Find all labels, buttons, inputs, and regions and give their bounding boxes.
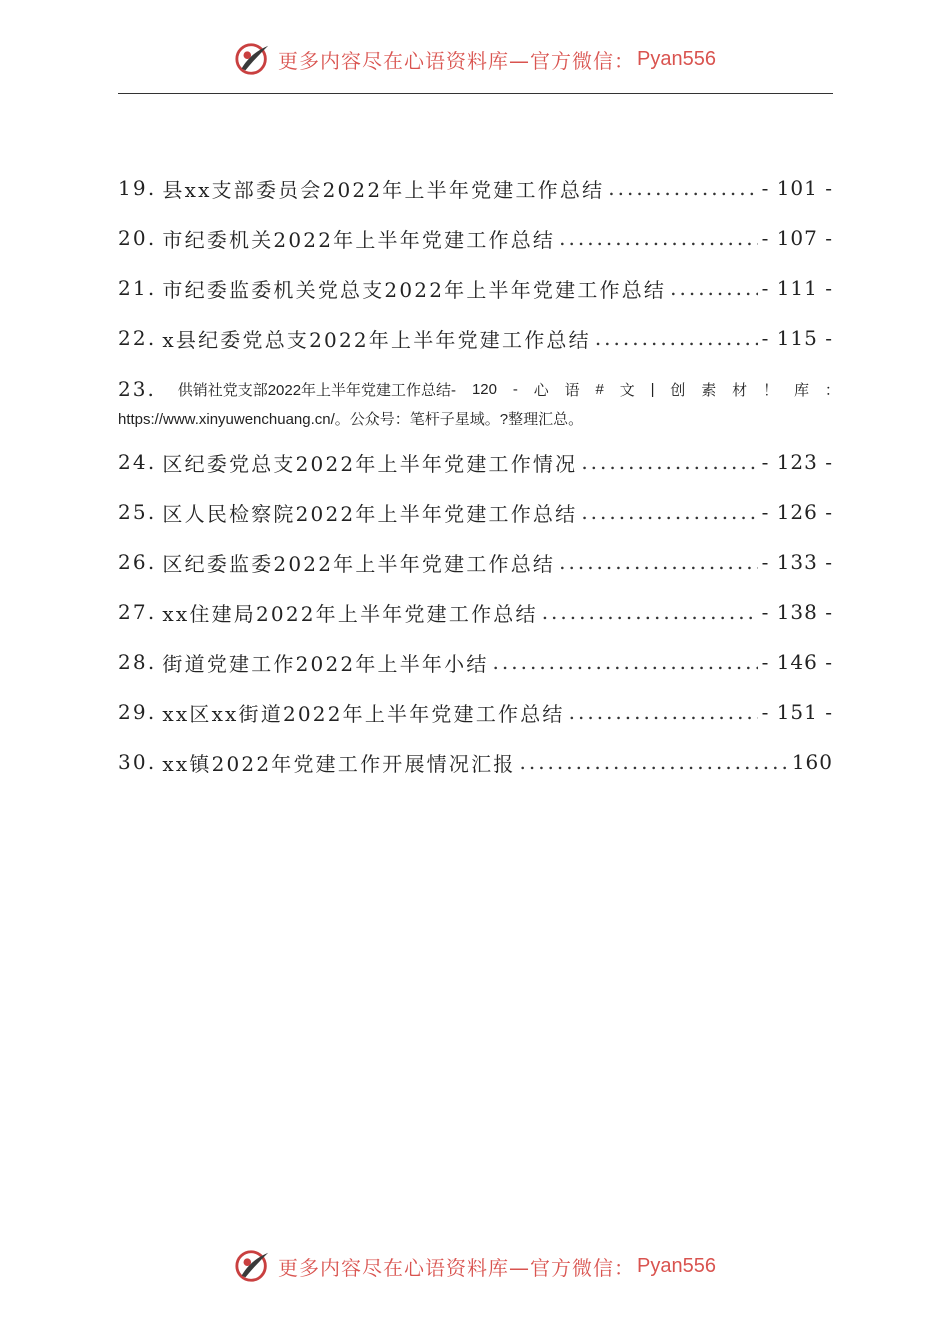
toc-entry-title: xx住建局2022年上半年党建工作总结 xyxy=(162,601,538,626)
footer-banner xyxy=(0,1245,950,1287)
toc-entry-number: 19. xyxy=(118,176,157,200)
toc-entry-number: 21. xyxy=(118,276,157,300)
toc-entry-page: - 138 - xyxy=(761,600,833,624)
toc-entry[interactable] xyxy=(118,597,833,627)
toc-leader-dots xyxy=(559,226,757,250)
toc-entry-23-fragment: 创 xyxy=(670,381,686,399)
toc-entry-23-fragment: - xyxy=(512,380,518,398)
toc-entry-title: 街道党建工作2022年上半年小结 xyxy=(162,651,489,676)
toc-entry-title: xx区xx街道2022年上半年党建工作总结 xyxy=(162,701,565,726)
toc-entry-23-fragment: 语 xyxy=(564,381,580,399)
toc-entry-page: - 123 - xyxy=(761,450,833,474)
brush-logo-icon xyxy=(234,1247,272,1285)
toc-entry-number: 27. xyxy=(118,600,157,624)
toc-entry[interactable] xyxy=(118,497,833,527)
toc-entry[interactable] xyxy=(118,447,833,477)
footer-banner-id: Pyan556 xyxy=(637,1254,716,1277)
toc-entry-number: 20. xyxy=(118,226,157,250)
header-banner xyxy=(0,38,950,80)
toc-entry-23-fragment: 文 xyxy=(619,381,635,399)
toc-entry-number: 23. xyxy=(118,377,156,401)
toc-entry[interactable] xyxy=(118,647,833,677)
toc-leader-dots xyxy=(559,550,757,574)
toc-entry-23-fragment: 材 xyxy=(732,381,748,399)
toc-entry-title: 县xx支部委员会2022年上半年党建工作总结 xyxy=(162,177,605,202)
toc-entry-number: 28. xyxy=(118,650,157,674)
header-rule xyxy=(118,93,833,94)
footer-banner-text: 更多内容尽在心语资料库—官方微信： xyxy=(278,1255,636,1280)
toc-entry-number: 30. xyxy=(118,750,157,774)
toc-leader-dots xyxy=(569,700,758,724)
toc-entry-23-line2: https://www.xinyuwenchuang.cn/。公众号：笔杆子星域。?整理汇总。 xyxy=(118,411,584,428)
toc-entry-number: 26. xyxy=(118,550,157,574)
toc-entry[interactable] xyxy=(118,323,833,353)
toc-entry-23-line1 xyxy=(118,374,840,404)
toc-entry-number: 29. xyxy=(118,700,157,724)
toc-entry-page: - 115 - xyxy=(761,326,833,350)
toc-entry-number: 24. xyxy=(118,450,157,474)
toc-leader-dots xyxy=(608,176,757,200)
toc-entry-23-fragment: 120 xyxy=(471,380,497,398)
toc-leader-dots xyxy=(581,500,757,524)
toc-entry-number: 25. xyxy=(118,500,157,524)
toc-entry-page: - 133 - xyxy=(761,550,833,574)
toc-entry-title: 区纪委监委2022年上半年党建工作总结 xyxy=(162,551,556,576)
toc-entry-23-fragment: # xyxy=(595,380,604,398)
toc-entry-page: - 151 - xyxy=(761,700,833,724)
toc-entry-23-fragment: | xyxy=(650,380,655,398)
toc-entry-page: - 146 - xyxy=(761,650,833,674)
toc-entry[interactable] xyxy=(118,697,833,727)
toc-entry-23[interactable] xyxy=(118,374,840,432)
toc-entry[interactable] xyxy=(118,747,833,777)
toc-entry[interactable] xyxy=(118,273,833,303)
toc-entry-page: - 111 - xyxy=(761,276,833,300)
toc-entry[interactable] xyxy=(118,547,833,577)
toc-entry-title: 市纪委机关2022年上半年党建工作总结 xyxy=(162,227,556,252)
toc-entry-page: - 101 - xyxy=(761,176,833,200)
toc-entry-23-fragment: 库 xyxy=(793,381,809,399)
header-banner-text: 更多内容尽在心语资料库—官方微信： xyxy=(278,48,636,73)
toc-entry-23-fragment: 心 xyxy=(533,381,549,399)
toc-entry-title: x县纪委党总支2022年上半年党建工作总结 xyxy=(162,327,591,352)
toc-entry-title: 区纪委党总支2022年上半年党建工作情况 xyxy=(162,451,578,476)
toc-leader-dots xyxy=(670,276,757,300)
toc-entry[interactable] xyxy=(118,223,833,253)
toc-leader-dots xyxy=(581,450,757,474)
toc-entry-page: - 107 - xyxy=(761,226,833,250)
toc-leader-dots xyxy=(542,600,758,624)
toc-entry-page: - 126 - xyxy=(761,500,833,524)
toc-entry-title: 区人民检察院2022年上半年党建工作总结 xyxy=(162,501,578,526)
toc-entry-23-fragment: ！ xyxy=(763,381,779,399)
toc-leader-dots xyxy=(519,750,787,774)
toc-entry[interactable] xyxy=(118,173,833,203)
toc-leader-dots xyxy=(595,326,758,350)
brush-logo-icon xyxy=(234,40,272,78)
toc-entry-title: 市纪委监委机关党总支2022年上半年党建工作总结 xyxy=(162,277,667,302)
toc-entry-number: 22. xyxy=(118,326,157,350)
header-banner-id: Pyan556 xyxy=(637,47,716,70)
toc-leader-dots xyxy=(493,650,758,674)
toc-entry-23-fragment: 供销社党支部2022年上半年党建工作总结- xyxy=(177,381,457,399)
toc-entry-title: xx镇2022年党建工作开展情况汇报 xyxy=(162,751,516,776)
toc-entry-23-fragment: 素 xyxy=(701,381,717,399)
toc-entry-page: 160 xyxy=(791,750,833,774)
toc-entry-23-fragment: ： xyxy=(824,381,840,399)
